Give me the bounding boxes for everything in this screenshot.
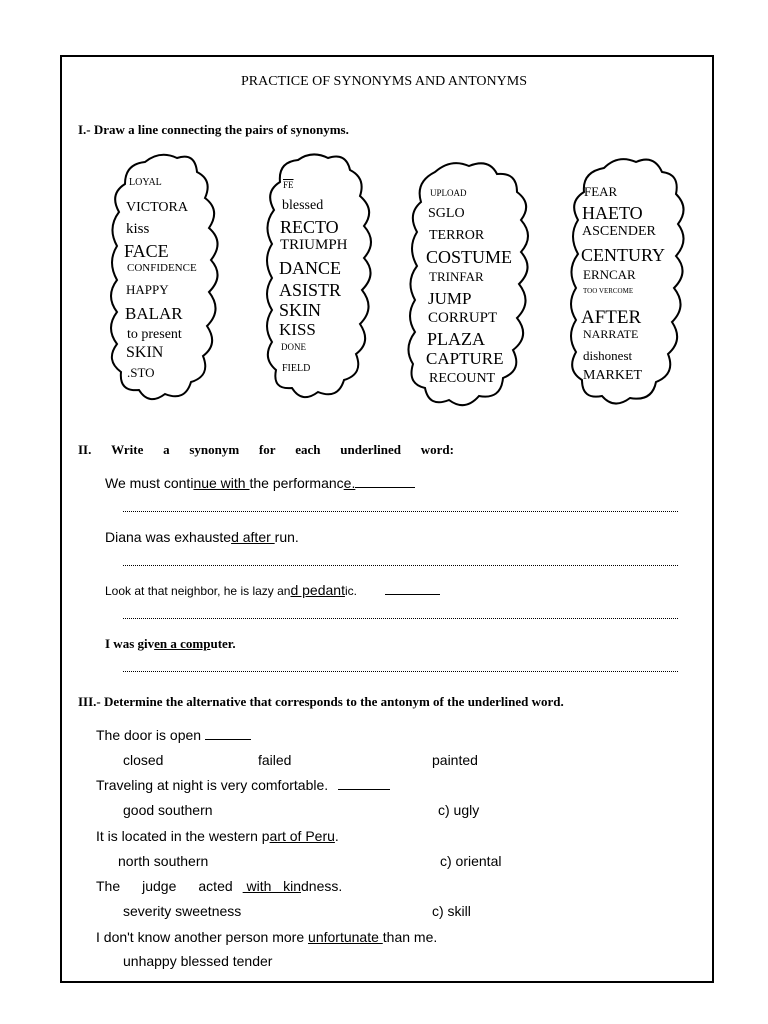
- underlined-word: en a comp: [154, 636, 211, 651]
- cloud-1-word: CONFIDENCE: [127, 262, 197, 274]
- q4-option-c[interactable]: c) skill: [432, 903, 471, 919]
- sentence-1: [105, 475, 415, 491]
- section-2-heading: [78, 442, 454, 458]
- answer-line-3[interactable]: [123, 618, 678, 619]
- sentence-text: Look at that neighbor, he is lazy an: [105, 584, 291, 598]
- question-text: judge: [142, 878, 177, 894]
- sentence-text: uter.: [210, 636, 236, 651]
- cloud-1-word: HAPPY: [126, 282, 169, 297]
- cloud-2-word: TRIUMPH: [280, 237, 348, 253]
- underlined-word: d after: [231, 529, 275, 545]
- question-text: .: [334, 828, 339, 844]
- answer-blank[interactable]: [338, 777, 390, 790]
- question-2: [96, 777, 390, 793]
- cloud-4-word: dishonest: [583, 348, 633, 363]
- cloud-2-word: RECTO: [280, 217, 339, 237]
- q4-options-ab[interactable]: severity sweetness: [123, 903, 242, 919]
- heading-word: each: [295, 442, 321, 457]
- sentence-text: We must conti: [105, 475, 194, 491]
- cloud-1-word: LOYAL: [129, 177, 162, 188]
- cloud-3-word: TERROR: [429, 228, 485, 243]
- question-text: It is located in the western p: [96, 828, 270, 844]
- answer-line-4[interactable]: [123, 671, 678, 672]
- question-text: The door is open: [96, 727, 202, 743]
- cloud-3-word: CAPTURE: [426, 349, 504, 368]
- heading-word: II.: [78, 442, 92, 457]
- cloud-2-outline: [262, 150, 380, 408]
- cloud-2-word: KISS: [279, 320, 316, 339]
- answer-line-1[interactable]: [123, 511, 678, 512]
- underlined-word: art of Peru: [269, 828, 335, 844]
- heading-word: for: [258, 442, 276, 457]
- cloud-3-word: RECOUNT: [429, 371, 496, 386]
- sentence-text: Diana was exhauste: [105, 529, 232, 545]
- question-text: Traveling at night is very comfortable.: [96, 777, 329, 793]
- cloud-3-word: UPLOAD: [430, 188, 467, 198]
- cloud-1-word: to present: [127, 327, 182, 342]
- cloud-3-word: SGLO: [428, 206, 465, 221]
- cloud-3-word: CORRUPT: [428, 310, 498, 326]
- cloud-1-word: .STO: [127, 365, 155, 380]
- sentence-4: [105, 636, 236, 652]
- underlined-word: e.: [343, 475, 356, 491]
- sentence-text: run.: [274, 529, 299, 545]
- heading-word: synonym: [189, 442, 240, 457]
- cloud-4-word: AFTER: [581, 307, 642, 328]
- q2-option-c[interactable]: c) ugly: [438, 802, 480, 818]
- question-text: The: [96, 878, 121, 894]
- cloud-2-word: DONE: [281, 342, 306, 352]
- cloud-2-word: SKIN: [279, 300, 322, 320]
- q1-option-a[interactable]: closed: [123, 752, 164, 768]
- cloud-1-outline: [105, 150, 230, 408]
- section-3-heading: III.- Determine the alternative that corresponds to the antonym of the underlined word.: [78, 694, 564, 709]
- cloud-2-word: DANCE: [279, 258, 341, 278]
- cloud-1-word: kiss: [126, 221, 150, 237]
- cloud-2-word: blessed: [282, 198, 324, 213]
- q2-options-ab[interactable]: good southern: [123, 802, 213, 818]
- cloud-3-word: PLAZA: [427, 329, 485, 349]
- question-5: [96, 929, 437, 945]
- cloud-3-word: TRINFAR: [429, 269, 484, 284]
- page-title: PRACTICE OF SYNONYMS AND ANTONYMS: [240, 74, 527, 89]
- sentence-2: [105, 529, 299, 545]
- answer-line-2[interactable]: [123, 565, 678, 566]
- answer-blank[interactable]: [205, 727, 251, 740]
- cloud-4-word: TOO VERCOME: [583, 287, 634, 295]
- underlined-word: with kin: [242, 878, 301, 894]
- heading-word: word:: [420, 442, 454, 457]
- question-text: I don't know another person more: [96, 929, 309, 945]
- question-1: [96, 727, 251, 743]
- cloud-3-word: JUMP: [428, 289, 472, 308]
- cloud-4-word: ASCENDER: [582, 224, 656, 239]
- cloud-4-word: FEAR: [584, 184, 618, 199]
- question-text: dness.: [301, 878, 343, 894]
- cloud-4-word: NARRATE: [583, 327, 639, 341]
- q1-option-b[interactable]: failed: [258, 752, 292, 768]
- cloud-4-word: HAETO: [582, 203, 643, 223]
- cloud-1-word: BALAR: [125, 304, 183, 323]
- question-text: than me.: [382, 929, 438, 945]
- cloud-4-word: ERNCAR: [583, 267, 636, 282]
- sentence-text: the performanc: [249, 475, 344, 491]
- question-text: acted: [198, 878, 233, 894]
- cloud-4-word: CENTURY: [581, 245, 666, 265]
- sentence-text: ic.: [344, 584, 357, 598]
- cloud-4-word: MARKET: [583, 368, 643, 383]
- cloud-2-word: FIELD: [282, 363, 311, 374]
- heading-word: a: [163, 442, 170, 457]
- underlined-word: unfortunate: [308, 929, 383, 945]
- sentence-text: I was giv: [105, 636, 155, 651]
- q1-option-c[interactable]: painted: [432, 752, 478, 768]
- cloud-1-word: FACE: [124, 241, 169, 261]
- answer-blank[interactable]: [385, 582, 440, 595]
- q5-options[interactable]: unhappy blessed tender: [123, 953, 273, 969]
- question-3: [96, 828, 339, 844]
- sentence-3: [105, 582, 440, 600]
- underlined-word: d pedant: [290, 582, 345, 598]
- q3-options-ab[interactable]: north southern: [118, 853, 209, 869]
- cloud-3-word: COSTUME: [426, 247, 513, 267]
- cloud-1-word: VICTORA: [126, 200, 188, 215]
- underlined-word: nue with: [193, 475, 250, 491]
- section-1-heading: I.- Draw a line connecting the pairs of synonyms.: [78, 122, 349, 137]
- heading-word: Write: [111, 442, 144, 457]
- cloud-1-word: SKIN: [126, 344, 164, 361]
- answer-blank[interactable]: [355, 475, 415, 488]
- cloud-2-word: ASISTR: [279, 280, 342, 300]
- cloud-2-word: $\overline{FE}$: [283, 180, 294, 190]
- heading-word: underlined: [340, 442, 401, 457]
- question-4: [96, 878, 342, 894]
- q3-option-c[interactable]: c) oriental: [440, 853, 502, 869]
